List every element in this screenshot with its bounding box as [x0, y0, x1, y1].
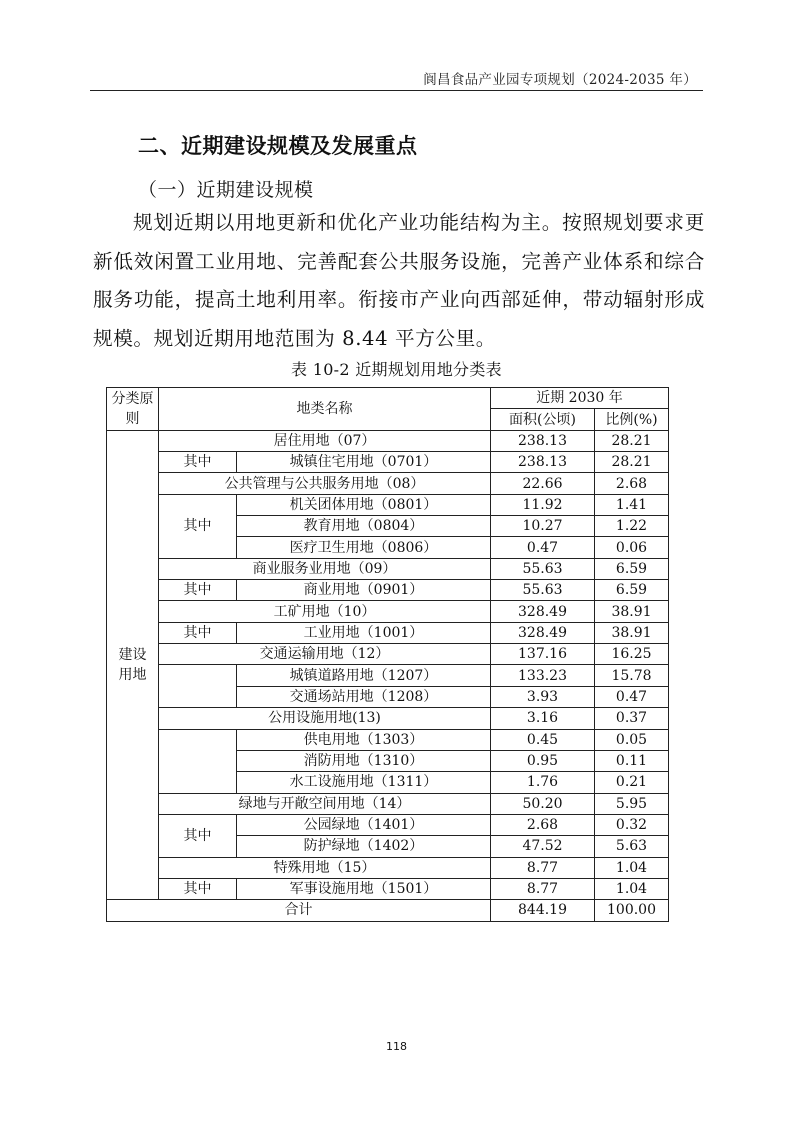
ratio-value: 1.22 — [595, 516, 669, 537]
running-header: 阆昌食品产业园专项规划（2024-2035 年） — [423, 72, 697, 88]
area-value: 0.95 — [491, 750, 595, 771]
land-type-name: 商业服务业用地（09） — [159, 558, 491, 579]
area-value: 22.66 — [491, 473, 595, 494]
header-ratio: 比例(%) — [595, 409, 669, 430]
table-row — [107, 580, 669, 601]
header-rule — [90, 90, 703, 91]
ratio-value: 0.05 — [595, 729, 669, 750]
area-value: 55.63 — [491, 580, 595, 601]
land-type-name: 绿地与开敞空间用地（14） — [159, 793, 491, 814]
table-row — [107, 473, 669, 494]
table-row — [107, 622, 669, 643]
sub-label: 其中 — [159, 494, 237, 558]
table-row — [107, 452, 669, 473]
table-row — [107, 814, 669, 835]
land-type-name: 军事设施用地（1501） — [237, 878, 491, 899]
table-row — [107, 708, 669, 729]
ratio-value: 6.59 — [595, 580, 669, 601]
ratio-value: 6.59 — [595, 558, 669, 579]
land-type-name: 消防用地（1310） — [237, 750, 491, 771]
ratio-value: 0.21 — [595, 772, 669, 793]
area-value: 0.45 — [491, 729, 595, 750]
area-value: 47.52 — [491, 836, 595, 857]
body-paragraph: 规划近期以用地更新和优化产业功能结构为主。按照规划要求更新低效闲置工业用地、完善配套公共服务设施，完善产业体系和综合服务功能，提高土地利用率。衔接市产业向西部延伸，带动辐射形成规模。规划近期用地范围为 8.44 平方公里。 — [93, 211, 705, 350]
land-type-name: 水工设施用地（1311） — [237, 772, 491, 793]
total-row — [107, 900, 669, 921]
land-type-name: 机关团体用地（0801） — [237, 494, 491, 515]
section-heading: 二、近期建设规模及发展重点 — [138, 134, 418, 158]
area-value: 133.23 — [491, 665, 595, 686]
table-row — [107, 729, 669, 750]
ratio-value: 15.78 — [595, 665, 669, 686]
ratio-value: 2.68 — [595, 473, 669, 494]
land-type-name: 教育用地（0804） — [237, 516, 491, 537]
ratio-value: 5.95 — [595, 793, 669, 814]
group-label-construction-land: 建设用地 — [107, 430, 159, 900]
table-row — [107, 558, 669, 579]
ratio-value: 1.04 — [595, 857, 669, 878]
area-value: 328.49 — [491, 622, 595, 643]
table-row — [107, 601, 669, 622]
area-value: 238.13 — [491, 452, 595, 473]
sub-label-blank — [159, 665, 237, 708]
ratio-value: 5.63 — [595, 836, 669, 857]
area-value: 2.68 — [491, 814, 595, 835]
land-type-name: 医疗卫生用地（0806） — [237, 537, 491, 558]
table-row — [107, 793, 669, 814]
land-type-name: 居住用地（07） — [159, 430, 491, 451]
sub-label: 其中 — [159, 622, 237, 643]
page-number: 118 — [386, 1040, 407, 1053]
area-value: 3.93 — [491, 686, 595, 707]
area-value: 10.27 — [491, 516, 595, 537]
total-ratio: 100.00 — [595, 900, 669, 921]
sub-label: 其中 — [159, 452, 237, 473]
ratio-value: 38.91 — [595, 622, 669, 643]
sub-label: 其中 — [159, 580, 237, 601]
area-value: 8.77 — [491, 857, 595, 878]
table-row — [107, 430, 669, 451]
area-value: 55.63 — [491, 558, 595, 579]
land-type-name: 供电用地（1303） — [237, 729, 491, 750]
ratio-value: 16.25 — [595, 644, 669, 665]
land-use-table — [106, 387, 669, 922]
ratio-value: 0.37 — [595, 708, 669, 729]
ratio-value: 0.32 — [595, 814, 669, 835]
sub-label-blank — [159, 729, 237, 793]
land-type-name: 公用设施用地(13) — [159, 708, 491, 729]
ratio-value: 0.11 — [595, 750, 669, 771]
table-caption: 表 10-2 近期规划用地分类表 — [291, 360, 502, 379]
header-category-principle: 分类原则 — [107, 388, 159, 431]
area-value: 137.16 — [491, 644, 595, 665]
sub-label: 其中 — [159, 814, 237, 857]
area-value: 3.16 — [491, 708, 595, 729]
land-type-name: 城镇道路用地（1207） — [237, 665, 491, 686]
land-type-name: 防护绿地（1402） — [237, 836, 491, 857]
area-value: 11.92 — [491, 494, 595, 515]
table-row — [107, 644, 669, 665]
header-period: 近期 2030 年 — [491, 388, 669, 409]
ratio-value: 0.47 — [595, 686, 669, 707]
land-type-name: 交通运输用地（12） — [159, 644, 491, 665]
land-type-name: 公共管理与公共服务用地（08） — [159, 473, 491, 494]
land-type-name: 工矿用地（10） — [159, 601, 491, 622]
ratio-value: 0.06 — [595, 537, 669, 558]
land-type-name: 城镇住宅用地（0701） — [237, 452, 491, 473]
ratio-value: 28.21 — [595, 452, 669, 473]
land-type-name: 特殊用地（15） — [159, 857, 491, 878]
total-label: 合计 — [107, 900, 491, 921]
total-area: 844.19 — [491, 900, 595, 921]
table-row — [107, 665, 669, 686]
table-row — [107, 878, 669, 899]
area-value: 8.77 — [491, 878, 595, 899]
land-type-name: 公园绿地（1401） — [237, 814, 491, 835]
table-row — [107, 494, 669, 515]
ratio-value: 38.91 — [595, 601, 669, 622]
land-type-name: 交通场站用地（1208） — [237, 686, 491, 707]
ratio-value: 1.04 — [595, 878, 669, 899]
subsection-heading: （一）近期建设规模 — [138, 179, 314, 201]
area-value: 50.20 — [491, 793, 595, 814]
land-type-name: 工业用地（1001） — [237, 622, 491, 643]
land-type-name: 商业用地（0901） — [237, 580, 491, 601]
sub-label: 其中 — [159, 878, 237, 899]
area-value: 238.13 — [491, 430, 595, 451]
table-row — [107, 857, 669, 878]
ratio-value: 28.21 — [595, 430, 669, 451]
header-land-type-name: 地类名称 — [159, 388, 491, 431]
area-value: 0.47 — [491, 537, 595, 558]
header-area: 面积(公顷) — [491, 409, 595, 430]
area-value: 328.49 — [491, 601, 595, 622]
ratio-value: 1.41 — [595, 494, 669, 515]
area-value: 1.76 — [491, 772, 595, 793]
